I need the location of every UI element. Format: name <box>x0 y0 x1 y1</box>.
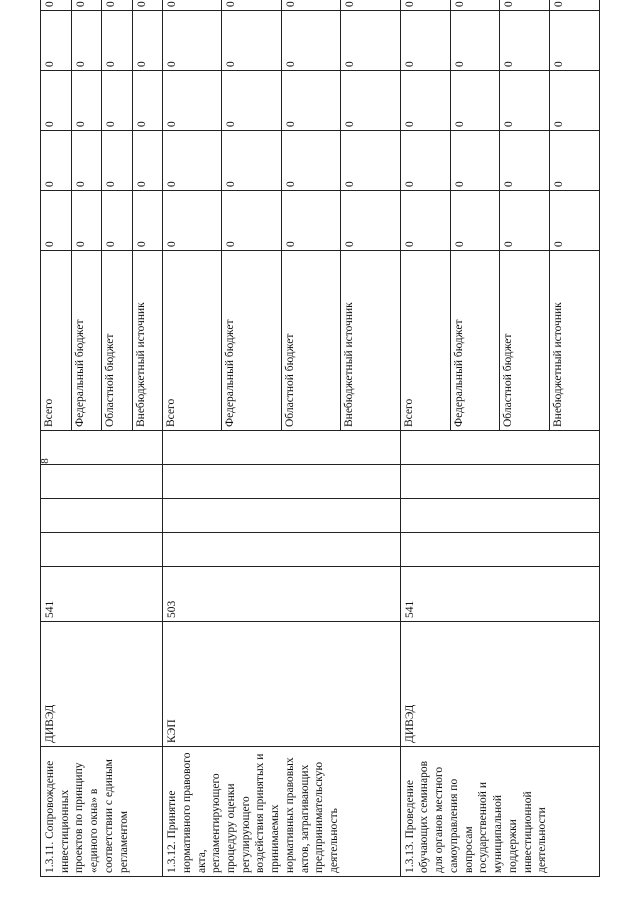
amount-cell: 0 <box>132 0 163 11</box>
empty-code-cell <box>400 465 599 499</box>
amount-cell: 0 <box>222 0 281 11</box>
funding-source-cell: Областной бюджет <box>500 251 550 431</box>
amount-cell: 0 <box>500 191 550 251</box>
amount-cell: 0 <box>281 71 340 131</box>
amount-cell: 0 <box>450 0 500 11</box>
amount-cell: 0 <box>163 71 222 131</box>
amount-cell: 0 <box>450 11 500 71</box>
amount-cell: 0 <box>550 131 600 191</box>
amount-cell: 0 <box>222 11 281 71</box>
amount-cell: 0 <box>222 131 281 191</box>
amount-cell: 0 <box>341 71 400 131</box>
budget-table <box>40 0 600 877</box>
amount-cell: 0 <box>341 11 400 71</box>
amount-cell: 0 <box>400 0 450 11</box>
amount-cell: 0 <box>41 0 72 11</box>
amount-cell: 0 <box>450 131 500 191</box>
amount-cell: 0 <box>550 191 600 251</box>
amount-cell: 0 <box>281 131 340 191</box>
empty-code-cell <box>163 465 401 499</box>
amount-cell: 0 <box>163 11 222 71</box>
amount-cell: 0 <box>102 0 133 11</box>
amount-cell: 0 <box>341 0 400 11</box>
funding-source-cell: Всего <box>163 251 222 431</box>
activity-name-cell: 1.3.13. Проведение обучающих семинаров для органов местного самоуправления по вопросам государственной и муниципальной поддержки инвестиционной деятельности <box>400 747 599 877</box>
amount-cell: 0 <box>163 191 222 251</box>
amount-cell: 0 <box>341 131 400 191</box>
amount-cell: 0 <box>71 0 102 11</box>
amount-cell: 0 <box>400 11 450 71</box>
table-body <box>38 0 600 877</box>
executor-cell: ДИВЭД <box>41 622 163 747</box>
funding-source-cell: Областной бюджет <box>102 251 133 431</box>
amount-cell: 0 <box>41 131 72 191</box>
executor-cell: ДИВЭД <box>400 622 599 747</box>
amount-cell: 0 <box>222 191 281 251</box>
amount-cell: 0 <box>500 71 550 131</box>
empty-code-cell <box>41 533 163 567</box>
amount-cell: 0 <box>102 11 133 71</box>
amount-cell: 0 <box>281 11 340 71</box>
amount-cell: 0 <box>341 191 400 251</box>
empty-code-cell <box>41 499 163 533</box>
amount-cell: 0 <box>281 0 340 11</box>
amount-cell: 0 <box>550 11 600 71</box>
empty-code-cell <box>38 431 163 465</box>
amount-cell: 0 <box>222 71 281 131</box>
amount-cell: 0 <box>71 191 102 251</box>
amount-cell: 0 <box>500 131 550 191</box>
amount-cell: 0 <box>102 71 133 131</box>
empty-code-cell <box>163 431 401 465</box>
table-row <box>163 0 222 877</box>
funding-source-cell: Федеральный бюджет <box>71 251 102 431</box>
amount-cell: 0 <box>500 0 550 11</box>
document-page <box>40 1 600 877</box>
amount-cell: 0 <box>163 0 222 11</box>
amount-cell: 0 <box>71 71 102 131</box>
code-cell: 541 <box>41 567 163 622</box>
page-number: 8 <box>38 458 51 464</box>
amount-cell: 0 <box>400 71 450 131</box>
amount-cell: 0 <box>400 131 450 191</box>
code-cell: 503 <box>163 567 401 622</box>
funding-source-cell: Областной бюджет <box>281 251 340 431</box>
funding-source-cell: Всего <box>400 251 450 431</box>
amount-cell: 0 <box>102 131 133 191</box>
amount-cell: 0 <box>550 71 600 131</box>
amount-cell: 0 <box>163 131 222 191</box>
amount-cell: 0 <box>132 11 163 71</box>
funding-source-cell: Всего <box>41 251 72 431</box>
funding-source-cell: Внебюджетный источник <box>132 251 163 431</box>
amount-cell: 0 <box>102 191 133 251</box>
amount-cell: 0 <box>450 191 500 251</box>
amount-cell: 0 <box>450 71 500 131</box>
amount-cell: 0 <box>400 191 450 251</box>
table-row <box>41 0 72 877</box>
amount-cell: 0 <box>281 191 340 251</box>
amount-cell: 0 <box>132 191 163 251</box>
amount-cell: 0 <box>41 11 72 71</box>
amount-cell: 0 <box>550 0 600 11</box>
funding-source-cell: Внебюджетный источник <box>341 251 400 431</box>
executor-cell: КЭП <box>163 622 401 747</box>
amount-cell: 0 <box>41 191 72 251</box>
activity-name-cell: 1.3.12. Принятие нормативного правового акта, регламентирующего процедуру оценки регулирующего воздействия принятых и принимаемых нормативных правовых актов, затрагивающих предпринимательскую деятельность <box>163 747 401 877</box>
activity-name-cell: 1.3.11. Сопровождение инвестиционных проектов по принципу «единого окна» в соответствии с единым регламентом <box>41 747 163 877</box>
empty-code-cell <box>163 499 401 533</box>
empty-code-cell <box>163 533 401 567</box>
empty-code-cell <box>400 533 599 567</box>
amount-cell: 0 <box>71 131 102 191</box>
table-row <box>400 0 450 877</box>
empty-code-cell <box>41 465 163 499</box>
amount-cell: 0 <box>132 131 163 191</box>
empty-code-cell <box>400 499 599 533</box>
amount-cell: 0 <box>71 11 102 71</box>
amount-cell: 0 <box>132 71 163 131</box>
funding-source-cell: Федеральный бюджет <box>222 251 281 431</box>
code-cell: 541 <box>400 567 599 622</box>
amount-cell: 0 <box>500 11 550 71</box>
funding-source-cell: Внебюджетный источник <box>550 251 600 431</box>
funding-source-cell: Федеральный бюджет <box>450 251 500 431</box>
empty-code-cell <box>400 431 599 465</box>
amount-cell: 0 <box>41 71 72 131</box>
